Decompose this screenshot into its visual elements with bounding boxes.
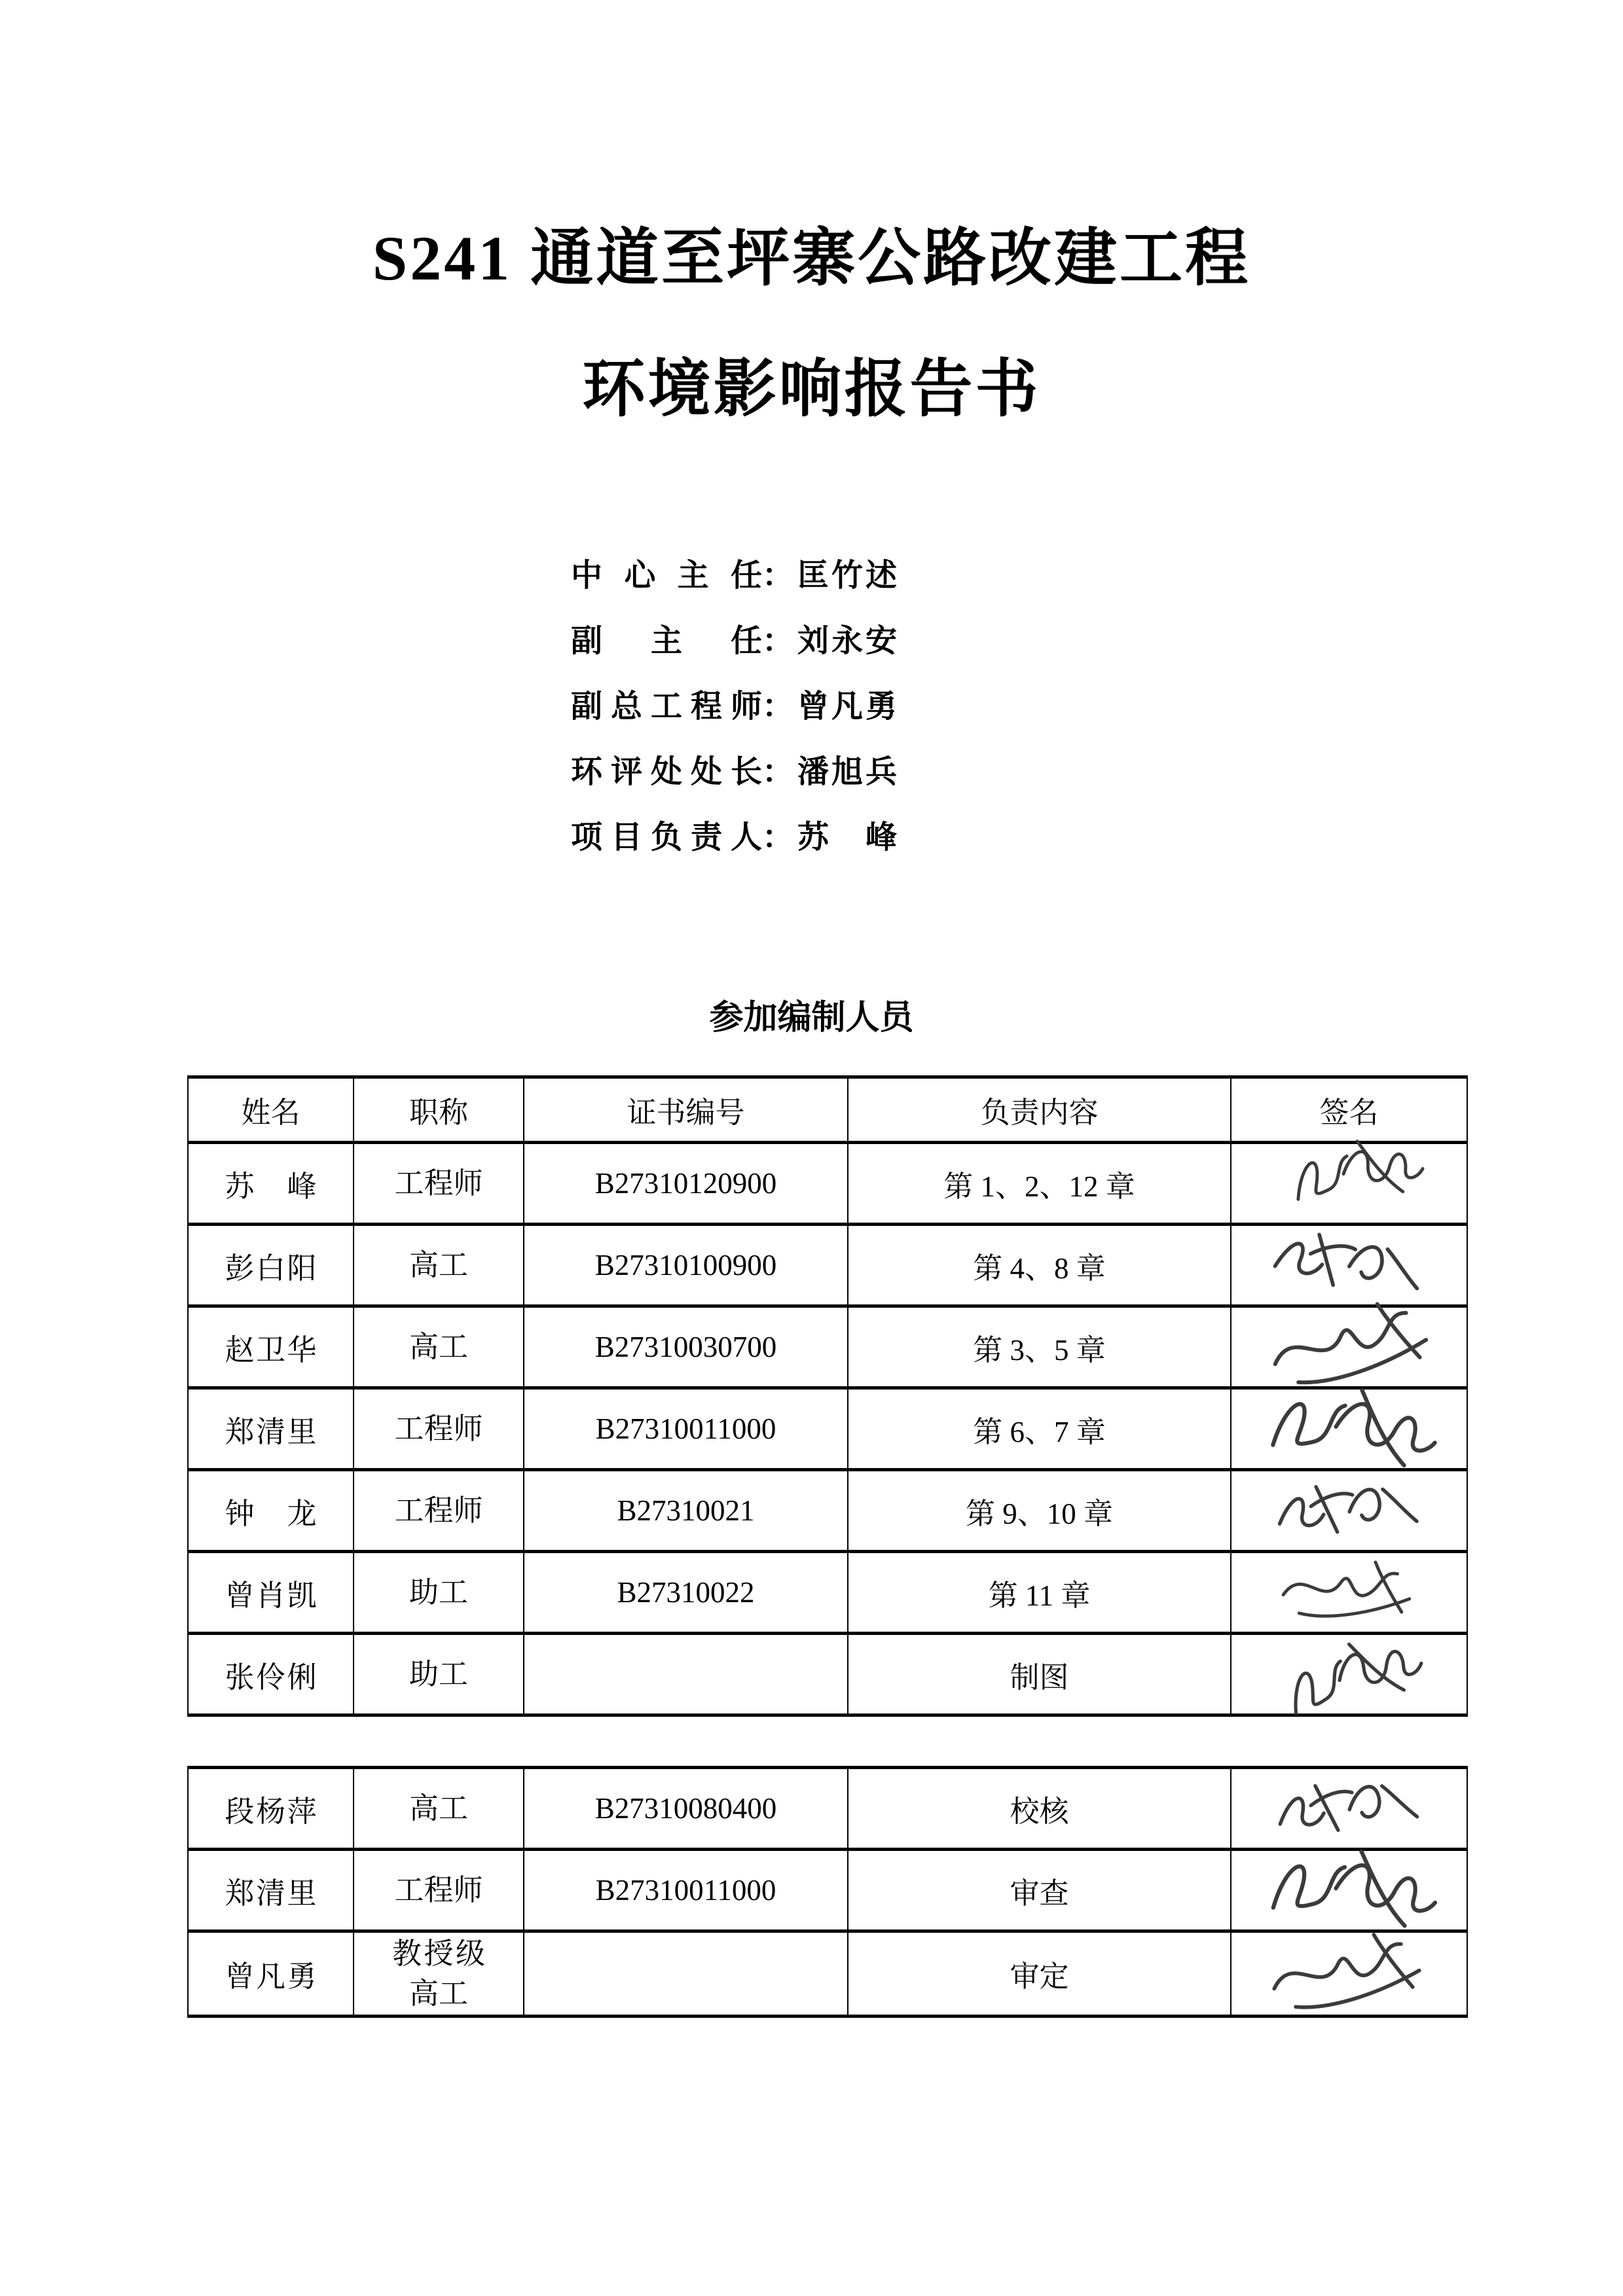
cell-certificate: B27310120900 — [524, 1143, 848, 1225]
cell-content: 校核 — [848, 1768, 1231, 1850]
cell-certificate — [524, 1634, 848, 1715]
role-name: 刘永安 — [797, 624, 898, 658]
column-header-content: 负责内容 — [848, 1077, 1231, 1143]
title-block — [0, 0, 1623, 455]
cell-certificate: B27310080400 — [524, 1768, 848, 1850]
role-line-eia-division-chief — [571, 740, 1623, 805]
column-header-signature: 签名 — [1231, 1077, 1467, 1143]
role-colon: ： — [762, 689, 794, 724]
signature-image — [1256, 1460, 1442, 1561]
table-row — [188, 1225, 1467, 1306]
cell-certificate: B27310011000 — [524, 1388, 848, 1470]
cell-name: 曾肖凯 — [188, 1552, 354, 1634]
cell-content: 审查 — [848, 1850, 1231, 1931]
cell-content: 审定 — [848, 1931, 1231, 2017]
role-name: 苏峰 — [797, 820, 898, 855]
table-header-row — [188, 1077, 1467, 1143]
role-label: 项目负责人 — [571, 820, 762, 855]
role-colon: ： — [762, 755, 794, 789]
cell-name: 赵卫华 — [188, 1306, 354, 1388]
role-label: 中心主任 — [571, 558, 762, 593]
signature-image — [1257, 1614, 1443, 1741]
table-row — [188, 1634, 1467, 1715]
cell-name: 张伶俐 — [188, 1634, 354, 1715]
column-header-certificate: 证书编号 — [524, 1077, 848, 1143]
cell-title: 工程师 — [354, 1388, 524, 1470]
role-line-center-director — [571, 543, 1623, 609]
cell-signature — [1231, 1634, 1467, 1715]
cell-signature — [1231, 1768, 1467, 1850]
cell-name: 彭白阳 — [188, 1225, 354, 1306]
cell-title: 教授级高工 — [354, 1931, 524, 2017]
cell-name: 钟龙 — [188, 1470, 354, 1552]
cell-content: 第 6、7 章 — [848, 1388, 1231, 1470]
cell-content: 第 9、10 章 — [848, 1470, 1231, 1552]
cell-content: 第 4、8 章 — [848, 1225, 1231, 1306]
cell-content: 制图 — [848, 1634, 1231, 1715]
cell-content: 第 1、2、12 章 — [848, 1143, 1231, 1225]
role-colon: ： — [762, 820, 794, 855]
role-name: 曾凡勇 — [797, 689, 898, 724]
cell-title: 助工 — [354, 1634, 524, 1715]
cell-signature — [1231, 1931, 1467, 2017]
cell-title: 高工 — [354, 1306, 524, 1388]
role-name: 潘旭兵 — [797, 755, 898, 789]
cell-title: 助工 — [354, 1552, 524, 1634]
column-header-title: 职称 — [354, 1077, 524, 1143]
cell-signature — [1231, 1388, 1467, 1470]
cell-name: 苏峰 — [188, 1143, 354, 1225]
table-row — [188, 1470, 1467, 1552]
cell-signature — [1231, 1552, 1467, 1634]
table-row — [188, 1552, 1467, 1634]
section-heading-participants: 参加编制人员 — [709, 999, 914, 1037]
role-label: 副主任 — [571, 624, 762, 658]
role-label: 副总工程师 — [571, 689, 762, 724]
table-row — [188, 1850, 1467, 1931]
review-table — [187, 1766, 1468, 2018]
cell-name: 郑清里 — [188, 1388, 354, 1470]
table-row — [188, 1143, 1467, 1225]
report-title-line1: S241 通道至坪寨公路改建工程 — [372, 223, 1251, 293]
cell-content: 第 11 章 — [848, 1552, 1231, 1634]
role-label: 环评处处长 — [571, 755, 762, 789]
cell-certificate: B27310100900 — [524, 1225, 848, 1306]
table-row — [188, 1388, 1467, 1470]
cell-title: 高工 — [354, 1225, 524, 1306]
cell-name: 段杨萍 — [188, 1768, 354, 1850]
cell-content: 第 3、5 章 — [848, 1306, 1231, 1388]
participants-table — [187, 1075, 1468, 1717]
table-row — [188, 1931, 1467, 2017]
role-colon: ： — [762, 558, 794, 593]
cell-signature — [1231, 1143, 1467, 1225]
column-header-name: 姓名 — [188, 1077, 354, 1143]
table-row — [188, 1768, 1467, 1850]
cell-name: 曾凡勇 — [188, 1931, 354, 2017]
cell-title: 工程师 — [354, 1143, 524, 1225]
cell-signature — [1231, 1470, 1467, 1552]
cell-title: 工程师 — [354, 1850, 524, 1931]
cell-certificate: B27310021 — [524, 1470, 848, 1552]
cell-signature — [1231, 1306, 1467, 1388]
cell-certificate: B27310030700 — [524, 1306, 848, 1388]
role-line-deputy-director — [571, 609, 1623, 674]
table-row — [188, 1306, 1467, 1388]
cell-title: 高工 — [354, 1768, 524, 1850]
report-title-line2: 环境影响报告书 — [582, 354, 1041, 424]
cell-name: 郑清里 — [188, 1850, 354, 1931]
cell-title: 工程师 — [354, 1470, 524, 1552]
cell-certificate: B27310022 — [524, 1552, 848, 1634]
cell-certificate: B27310011000 — [524, 1850, 848, 1931]
role-name: 匡竹述 — [797, 558, 898, 593]
cell-certificate — [524, 1931, 848, 2017]
role-colon: ： — [762, 624, 794, 658]
role-line-project-leader — [571, 805, 1623, 870]
staff-roles-list — [571, 543, 1623, 870]
role-line-deputy-chief-engineer — [571, 674, 1623, 740]
